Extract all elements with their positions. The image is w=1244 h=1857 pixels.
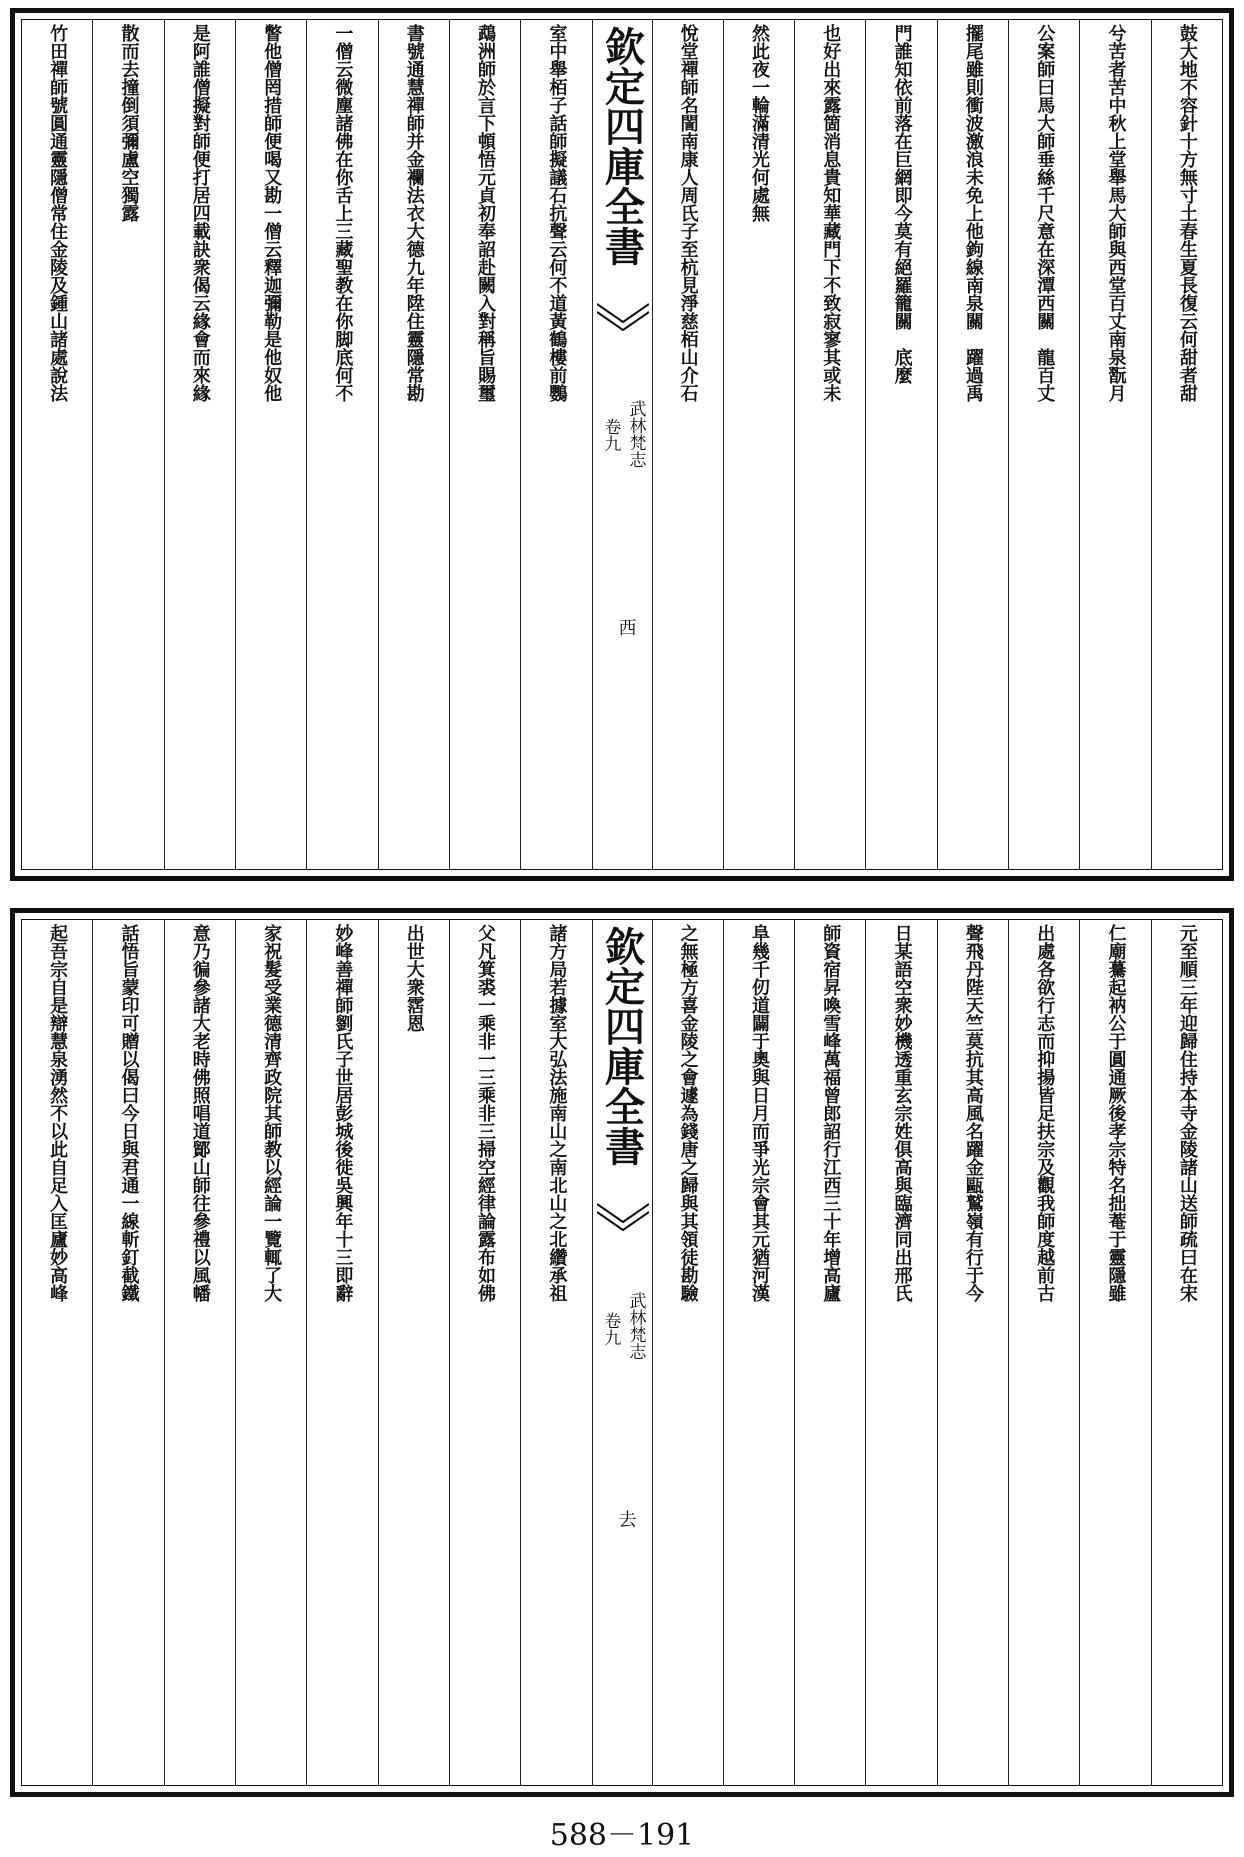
- column-text: 意乃徧參諸大老時佛照唱道鄮山師往參禮以風幡: [189, 924, 211, 1302]
- column-text: 悅堂禪師名誾南康人周氏子至杭見淨慈栢山介石: [677, 24, 699, 402]
- text-column: [235, 920, 306, 1785]
- text-column: [1151, 20, 1222, 869]
- column-text: 師資宿昇喚雪峰萬福曾郎詔行江西三十年增高廬: [820, 924, 842, 1302]
- column-text: 擺尾雖則衝波激浪未免上他鉤線南泉關 躍過禹: [962, 24, 984, 402]
- center-title: 欽定四庫全書: [598, 26, 646, 266]
- text-column: [378, 20, 449, 869]
- column-text: 起吾宗自是辯慧泉湧然不以此自足入匡廬妙高峰: [47, 924, 69, 1302]
- column-text: 出處各欲行志而抑揚皆足扶宗及觀我師度越前古: [1034, 924, 1056, 1302]
- text-column: [652, 920, 723, 1785]
- text-column: [22, 920, 92, 1785]
- center-page-number: 去: [615, 1510, 637, 1528]
- bottom-page-frame: [10, 908, 1234, 1797]
- text-column: [22, 20, 92, 869]
- column-text: 一僧云微塵諸佛在你舌上三藏聖教在你脚底何不: [332, 24, 354, 402]
- text-column: [449, 20, 520, 869]
- column-text: 散而去撞倒須彌盧空獨露: [118, 24, 140, 222]
- column-text: 家祝髮受業德清齊政院其師教以經論一覽輒了大: [261, 924, 283, 1302]
- column-text: 鵡洲師於言下頓悟元貞初奉詔赴闕入對稱旨賜璽: [475, 24, 497, 402]
- column-text: 瞥他僧罔措師便喝又勘一僧云釋迦彌勒是他奴他: [261, 24, 283, 402]
- column-text: 話悟旨蒙印可贈以偈曰今日與君通一線斬釘截鐵: [118, 924, 140, 1302]
- center-title: 欽定四庫全書: [598, 926, 646, 1166]
- top-page-frame: [10, 8, 1234, 881]
- text-column: [92, 920, 163, 1785]
- text-column: [937, 20, 1008, 869]
- text-column: [164, 20, 235, 869]
- text-column: [520, 20, 591, 869]
- text-column: [306, 920, 377, 1785]
- column-text: 也好出來露箇消息貴知華藏門下不致寂寥其或未: [820, 24, 842, 402]
- column-text: 阜幾千仞道闢于奧與日月而爭光宗會其元猶河漢: [748, 924, 770, 1302]
- text-column: [937, 920, 1008, 1785]
- column-text: 公案師曰馬大師垂絲千尺意在深潭西關 龍百丈: [1034, 24, 1056, 402]
- column-text: 室中舉栢子話師擬議石抗聲云何不道黃鶴樓前鸚: [546, 24, 568, 402]
- center-page-number: 西: [615, 618, 637, 636]
- text-column: [652, 20, 723, 869]
- column-text: 然此夜一輪滿清光何處無: [748, 24, 770, 222]
- fishtail-mark-icon: [597, 1200, 649, 1248]
- column-text: 兮苦者苦中秋上堂舉馬大師與西堂百丈南泉翫月: [1105, 24, 1127, 402]
- column-text: 出世大衆霑恩: [403, 924, 425, 1032]
- column-text: 元至順三年迎歸住持本寺金陵諸山送師疏曰在宋: [1176, 924, 1198, 1302]
- text-column: [723, 20, 794, 869]
- text-column: [1008, 920, 1079, 1785]
- text-column: [865, 20, 936, 869]
- column-text: 父凡箕裘一乘非一三乘非三掃空經律論露布如佛: [475, 924, 497, 1302]
- column-text: 門誰知依前落在巨網即今莫有絕羅籠關 底麼: [891, 24, 913, 384]
- text-column: [92, 20, 163, 869]
- text-column: [306, 20, 377, 869]
- text-column: [723, 920, 794, 1785]
- text-column: [794, 20, 865, 869]
- column-text: 鼓大地不容針十方無寸土春生夏長復云何甜者甜: [1176, 24, 1198, 402]
- bottom-page-columns: [22, 920, 1222, 1785]
- center-volume: 卷九: [600, 1312, 621, 1346]
- text-column: [520, 920, 591, 1785]
- text-column: [865, 920, 936, 1785]
- center-fold: [592, 20, 652, 869]
- center-book-title: 武林梵志: [625, 400, 646, 468]
- text-column: [1079, 920, 1150, 1785]
- column-text: 是阿誰僧擬對師便打居四載訣衆偈云緣會而來緣: [189, 24, 211, 402]
- column-text: 仁廟驀起衲公于圓通厥後孝宗特名拙菴于靈隱雖: [1105, 924, 1127, 1302]
- column-text: 之無極方喜金陵之會遽為錢唐之歸與其領徒勘驗: [677, 924, 699, 1302]
- center-book-title: 武林梵志: [625, 1292, 646, 1360]
- column-text: 諸方局若據室大弘法施南山之南北山之北纘承祖: [546, 924, 568, 1302]
- center-volume: 卷九: [600, 418, 621, 452]
- column-text: 聲飛丹陛天竺莫抗其高風名躍金甌鷲嶺有行于今: [962, 924, 984, 1302]
- center-fold: [592, 920, 652, 1785]
- text-column: [378, 920, 449, 1785]
- column-text: 妙峰善禪師劉氏子世居彭城後徙吳興年十三即辭: [332, 924, 354, 1302]
- fishtail-mark-icon: [597, 300, 649, 348]
- column-text: 日某語空衆妙機透重玄宗姓俱高與臨濟同出邢氏: [891, 924, 913, 1302]
- text-column: [164, 920, 235, 1785]
- top-page-columns: [22, 20, 1222, 869]
- column-text: 竹田禪師號圓通靈隱僧常住金陵及鍾山諸處說法: [47, 24, 69, 402]
- text-column: [449, 920, 520, 1785]
- column-text: 書號通慧禪師并金襴法衣大德九年陞住靈隱常勘: [403, 24, 425, 402]
- text-column: [1079, 20, 1150, 869]
- page-footer-number: 588－191: [549, 1818, 695, 1853]
- text-column: [235, 20, 306, 869]
- text-column: [1151, 920, 1222, 1785]
- text-column: [794, 920, 865, 1785]
- text-column: [1008, 20, 1079, 869]
